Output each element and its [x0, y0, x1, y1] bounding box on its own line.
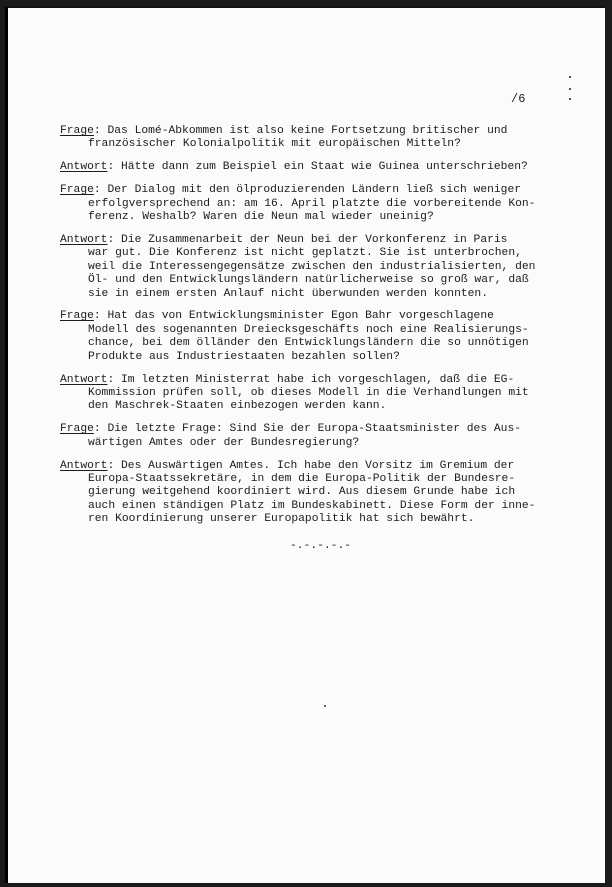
margin-dot	[569, 76, 571, 78]
line-text: gierung weitgehend koordiniert wird. Aus diesem Grunde habe ich	[88, 486, 516, 499]
text-line	[60, 198, 580, 211]
text-line	[60, 337, 580, 350]
speaker-label: Frage	[60, 184, 94, 197]
line-text: den Maschrek-Staaten einbezogen werden kann.	[88, 400, 387, 413]
line-text: : Die letzte Frage: Sind Sie der Europa-Staatsminister des Aus-	[93, 423, 521, 436]
margin-dot	[569, 88, 571, 90]
speaker-label: Antwort	[60, 233, 108, 246]
text-line	[60, 247, 580, 260]
text-line	[60, 387, 580, 400]
text-line	[60, 161, 580, 174]
text-line	[60, 234, 580, 247]
text-line	[60, 125, 580, 138]
line-text: : Hat das von Entwicklungsminister Egon Bahr vorgeschlagene	[93, 310, 494, 323]
line-text: ren Koordinierung unserer Europapolitik hat sich bewährt.	[88, 513, 475, 526]
interview-text	[60, 125, 580, 536]
text-line	[60, 261, 580, 274]
text-line	[60, 274, 580, 287]
end-mark: -.-.-.-.-	[290, 540, 352, 552]
text-line	[60, 513, 580, 526]
line-text: Modell des sogenannten Dreiecksgeschäfts noch eine Realisierungs-	[88, 323, 529, 336]
line-text: chance, bei dem ölländer den Entwicklungsländern die so unnötigen	[88, 337, 529, 350]
text-line	[60, 374, 580, 387]
text-line	[60, 351, 580, 364]
text-line	[60, 437, 580, 450]
text-line	[60, 400, 580, 413]
text-line	[60, 138, 580, 151]
page-number: /6	[511, 92, 526, 106]
text-line	[60, 324, 580, 337]
line-text: : Die Zusammenarbeit der Neun bei der Vorkonferenz in Paris	[107, 233, 508, 246]
line-text: ferenz. Weshalb? Waren die Neun mal wieder uneinig?	[88, 211, 434, 224]
interview-paragraph	[60, 184, 580, 224]
interview-paragraph	[60, 310, 580, 364]
text-line	[60, 500, 580, 513]
line-text: wärtigen Amtes oder der Bundesregierung?	[88, 436, 360, 449]
interview-paragraph	[60, 374, 580, 414]
line-text: auch einen ständigen Platz im Bundeskabinett. Diese Form der inne-	[88, 499, 536, 512]
line-text: Europa-Staatssekretäre, in dem die Europa-Politik der Bundesre-	[88, 473, 516, 486]
interview-paragraph	[60, 161, 580, 174]
line-text: weil die Interessengegensätze zwischen den industrialisierten, den	[88, 260, 536, 273]
speaker-label: Antwort	[60, 459, 108, 472]
line-text: : Des Auswärtigen Amtes. Ich habe den Vorsitz im Gremium der	[107, 459, 515, 472]
scan-speck	[324, 705, 326, 707]
speaker-label: Frage	[60, 310, 94, 323]
line-text: : Der Dialog mit den ölproduzierenden Ländern ließ sich weniger	[93, 184, 521, 197]
document-page	[5, 6, 605, 883]
line-text: : Im letzten Ministerrat habe ich vorgeschlagen, daß die EG-	[107, 373, 515, 386]
interview-paragraph	[60, 234, 580, 301]
text-line	[60, 460, 580, 473]
text-line	[60, 184, 580, 197]
line-text: war gut. Die Konferenz ist nicht geplatzt. Sie ist unterbrochen,	[88, 247, 522, 260]
line-text: : Hätte dann zum Beispiel ein Staat wie Guinea unterschrieben?	[107, 161, 528, 174]
line-text: : Das Lomé-Abkommen ist also keine Fortsetzung britischer und	[93, 125, 508, 137]
text-line	[60, 211, 580, 224]
text-line	[60, 423, 580, 436]
text-line	[60, 310, 580, 323]
line-text: erfolgversprechend an: am 16. April platzte die vorbereitende Kon-	[88, 197, 536, 210]
speaker-label: Frage	[60, 125, 94, 137]
interview-paragraph	[60, 423, 580, 450]
interview-paragraph	[60, 125, 580, 152]
text-line	[60, 473, 580, 486]
line-text: Öl- und den Entwicklungsländern natürlicherweise so groß war, daß	[88, 274, 529, 287]
speaker-label: Frage	[60, 423, 94, 436]
line-text: Produkte aus Industriestaaten bezahlen sollen?	[88, 350, 400, 363]
text-line	[60, 486, 580, 499]
line-text: sie in einem ersten Anlauf nicht überwunden werden konnten.	[88, 287, 488, 300]
text-line	[60, 288, 580, 301]
interview-paragraph	[60, 460, 580, 527]
line-text: französischer Kolonialpolitik mit europäischen Mitteln?	[88, 138, 461, 151]
line-text: Kommission prüfen soll, ob dieses Modell in die Verhandlungen mit	[88, 387, 529, 399]
speaker-label: Antwort	[60, 373, 108, 386]
speaker-label: Antwort	[60, 161, 108, 174]
margin-dot	[569, 98, 571, 100]
